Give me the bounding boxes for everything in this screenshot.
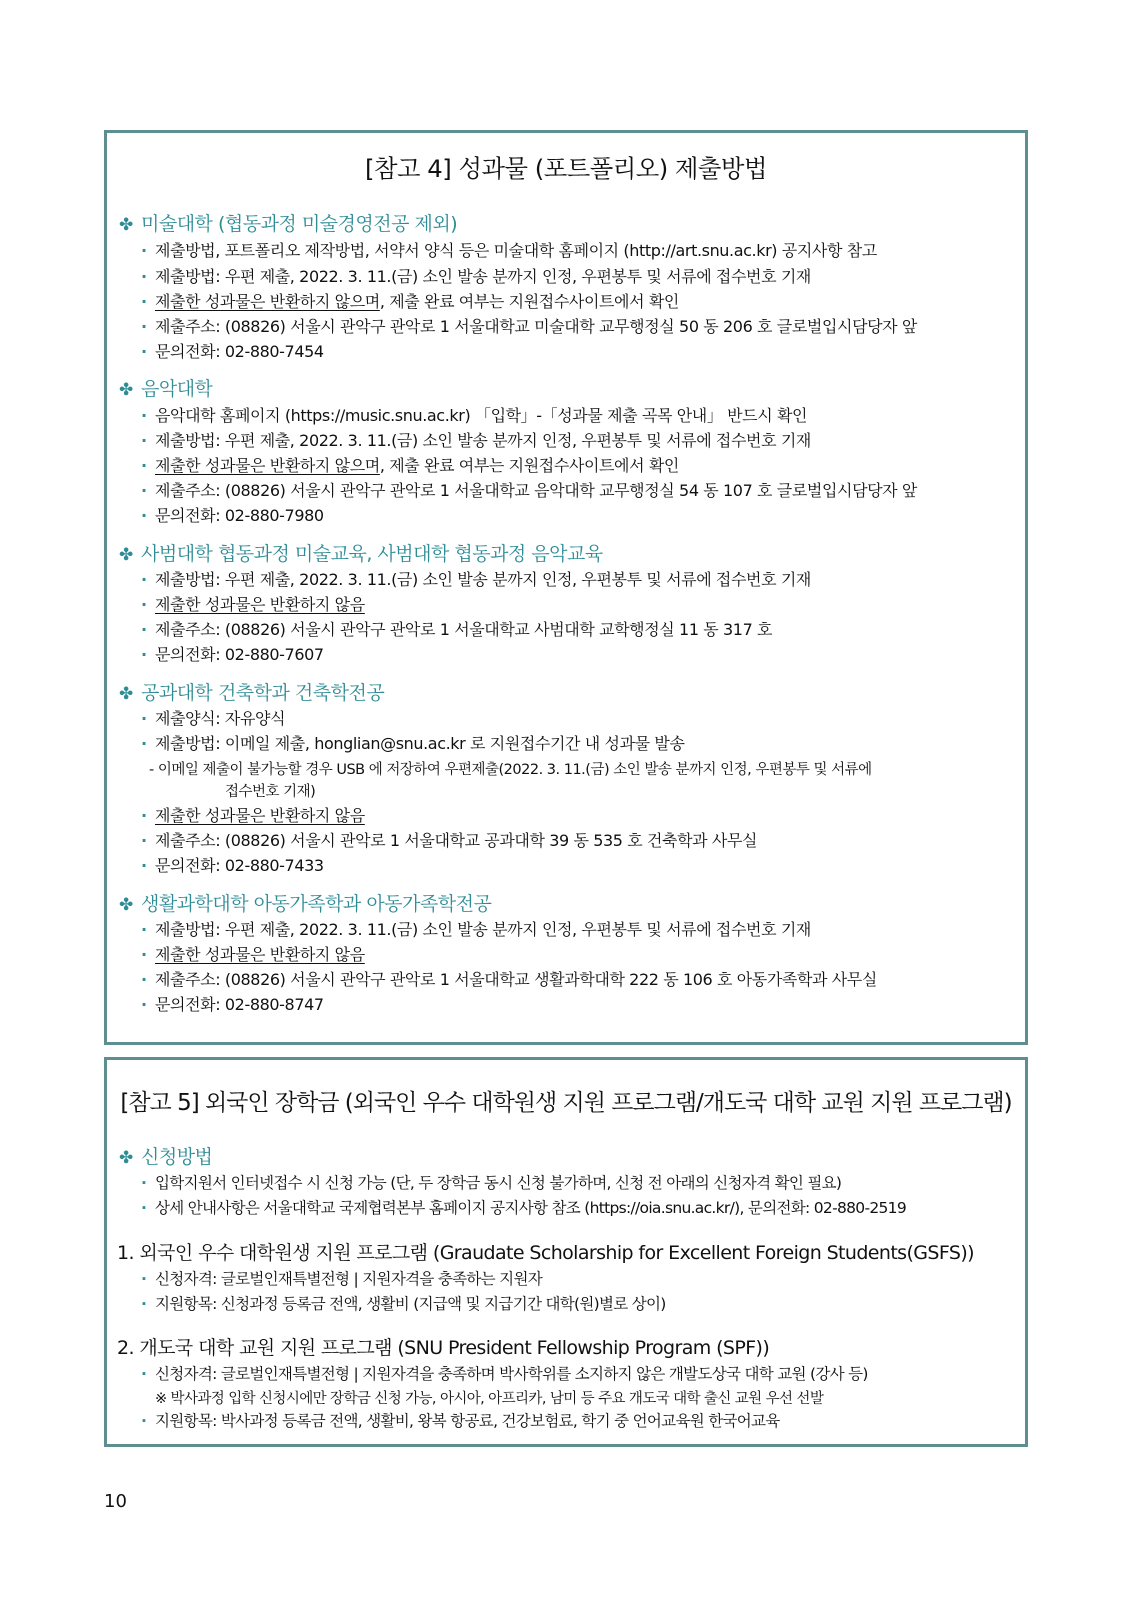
dot-bullet-icon: · [141, 456, 147, 475]
clover-bullet-icon: ✤ [119, 545, 133, 565]
dot-bullet-icon: · [141, 1295, 147, 1313]
list-item: · 제출한 성과물은 반환하지 않음 [141, 595, 365, 614]
list-item: · 제출주소: (08826) 서울시 관악구 관악로 1 서울대학교 미술대학 교무행정실 50 동 206 호 글로벌입시담당자 앞 [141, 317, 917, 336]
list-item: · 상세 안내사항은 서울대학교 국제협력본부 홈페이지 공지사항 참조 (https://oia.snu.ac.kr/), 문의전화: 02-880-2519 [141, 1199, 907, 1217]
program-2-heading: 2. 개도국 대학 교원 지원 프로그램 (SNU President Fellowship Program (SPF)) [117, 1337, 770, 1359]
reference-4-box [104, 130, 1028, 1045]
list-item: · 문의전화: 02-880-7980 [141, 506, 324, 525]
list-item: · 제출한 성과물은 반환하지 않으며, 제출 완료 여부는 지원접수사이트에서 확인 [141, 456, 679, 475]
sub-note: - 이메일 제출이 불가능할 경우 USB 에 저장하여 우편제출(2022. 3. 11.(금) 소인 발송 분까지 인정, 우편봉투 및 서류에 [149, 762, 872, 778]
list-item: · 제출방법, 포트폴리오 제작방법, 서약서 양식 등은 미술대학 홈페이지 (http://art.snu.ac.kr) 공지사항 참고 [141, 241, 877, 260]
program-2-note: ※ 박사과정 입학 신청시에만 장학금 신청 가능, 아시아, 아프리카, 남미 등 주요 개도국 대학 출신 교원 우선 선발 [155, 1391, 824, 1407]
section-heading-art: ✤ 미술대학 (협동과정 미술경영전공 제외) [119, 213, 458, 235]
dot-bullet-icon: · [141, 945, 147, 964]
reference-4-title: [참고 4] 성과물 (포트폴리오) 제출방법 [365, 154, 767, 183]
clover-bullet-icon: ✤ [119, 380, 133, 400]
section-heading-apply: ✤ 신청방법 [119, 1146, 213, 1168]
list-item: · 지원항목: 신청과정 등록금 전액, 생활비 (지급액 및 지급기간 대학(원)별로 상이) [141, 1295, 666, 1313]
dot-bullet-icon: · [141, 1270, 147, 1288]
list-item: · 제출주소: (08826) 서울시 관악로 1 서울대학교 공과대학 39 동 535 호 건축학과 사무실 [141, 831, 758, 850]
list-item: · 문의전화: 02-880-7454 [141, 342, 324, 361]
list-item: · 제출방법: 우편 제출, 2022. 3. 11.(금) 소인 발송 분까지 인정, 우편봉투 및 서류에 접수번호 기재 [141, 267, 811, 286]
list-item: · 신청자격: 글로벌인재특별전형 | 지원자격을 충족하며 박사학위를 소지하지 않은 개발도상국 대학 교원 (강사 등) [141, 1365, 868, 1383]
dot-bullet-icon: · [141, 342, 147, 361]
list-item: · 신청자격: 글로벌인재특별전형 | 지원자격을 충족하는 지원자 [141, 1270, 543, 1288]
list-item: · 지원항목: 박사과정 등록금 전액, 생활비, 왕복 항공료, 건강보험료, 학기 중 언어교육원 한국어교육 [141, 1412, 780, 1430]
list-item: · 제출주소: (08826) 서울시 관악구 관악로 1 서울대학교 사범대학 교학행정실 11 동 317 호 [141, 620, 773, 639]
reference-5-box [104, 1057, 1028, 1447]
dot-bullet-icon: · [141, 406, 147, 425]
clover-bullet-icon: ✤ [119, 684, 133, 704]
dot-bullet-icon: · [141, 645, 147, 664]
dot-bullet-icon: · [141, 1365, 147, 1383]
list-item: · 제출방법: 우편 제출, 2022. 3. 11.(금) 소인 발송 분까지 인정, 우편봉투 및 서류에 접수번호 기재 [141, 570, 811, 589]
list-item: · 제출한 성과물은 반환하지 않음 [141, 945, 365, 964]
clover-bullet-icon: ✤ [119, 895, 133, 915]
list-item: · 음악대학 홈페이지 (https://music.snu.ac.kr) 「입학」-「성과물 제출 곡목 안내」 반드시 확인 [141, 406, 808, 425]
section-heading-human-ecology: ✤ 생활과학대학 아동가족학과 아동가족학전공 [119, 893, 492, 915]
reference-5-title: [참고 5] 외국인 장학금 (외국인 우수 대학원생 지원 프로그램/개도국 대학 교원 지원 프로그램) [120, 1090, 1012, 1116]
dot-bullet-icon: · [141, 734, 147, 753]
section-heading-architecture: ✤ 공과대학 건축학과 건축학전공 [119, 682, 385, 704]
dot-bullet-icon: · [141, 481, 147, 500]
section-heading-education: ✤ 사범대학 협동과정 미술교육, 사범대학 협동과정 음악교육 [119, 543, 603, 565]
list-item: · 제출방법: 우편 제출, 2022. 3. 11.(금) 소인 발송 분까지 인정, 우편봉투 및 서류에 접수번호 기재 [141, 431, 811, 450]
dot-bullet-icon: · [141, 620, 147, 639]
dot-bullet-icon: · [141, 1412, 147, 1430]
dot-bullet-icon: · [141, 241, 147, 260]
dot-bullet-icon: · [141, 709, 147, 728]
program-1-heading: 1. 외국인 우수 대학원생 지원 프로그램 (Graudate Scholarship for Excellent Foreign Students(GSFS)) [117, 1242, 974, 1264]
dot-bullet-icon: · [141, 267, 147, 286]
dot-bullet-icon: · [141, 856, 147, 875]
dot-bullet-icon: · [141, 995, 147, 1014]
sub-note-continuation: 접수번호 기재) [225, 784, 316, 800]
list-item: · 제출양식: 자유양식 [141, 709, 286, 728]
list-item: · 문의전화: 02-880-8747 [141, 995, 324, 1014]
list-item: · 입학지원서 인터넷접수 시 신청 가능 (단, 두 장학금 동시 신청 불가하며, 신청 전 아래의 신청자격 확인 필요) [141, 1174, 842, 1192]
list-item: · 제출주소: (08826) 서울시 관악구 관악로 1 서울대학교 생활과학대학 222 동 106 호 아동가족학과 사무실 [141, 970, 877, 989]
dot-bullet-icon: · [141, 506, 147, 525]
section-heading-music: ✤ 음악대학 [119, 378, 213, 400]
list-item: · 제출주소: (08826) 서울시 관악구 관악로 1 서울대학교 음악대학 교무행정실 54 동 107 호 글로벌입시담당자 앞 [141, 481, 917, 500]
dot-bullet-icon: · [141, 1199, 147, 1217]
list-item: · 문의전화: 02-880-7607 [141, 645, 324, 664]
dot-bullet-icon: · [141, 1174, 147, 1192]
list-item: · 제출한 성과물은 반환하지 않음 [141, 806, 365, 825]
dot-bullet-icon: · [141, 570, 147, 589]
clover-bullet-icon: ✤ [119, 215, 133, 235]
dot-bullet-icon: · [141, 831, 147, 850]
list-item: · 문의전화: 02-880-7433 [141, 856, 324, 875]
list-item: · 제출한 성과물은 반환하지 않으며, 제출 완료 여부는 지원접수사이트에서 확인 [141, 292, 679, 311]
dot-bullet-icon: · [141, 317, 147, 336]
list-item: · 제출방법: 이메일 제출, honglian@snu.ac.kr 로 지원접수기간 내 성과물 발송 [141, 734, 685, 753]
list-item: · 제출방법: 우편 제출, 2022. 3. 11.(금) 소인 발송 분까지 인정, 우편봉투 및 서류에 접수번호 기재 [141, 920, 811, 939]
dot-bullet-icon: · [141, 920, 147, 939]
dot-bullet-icon: · [141, 806, 147, 825]
dot-bullet-icon: · [141, 431, 147, 450]
dot-bullet-icon: · [141, 595, 147, 614]
clover-bullet-icon: ✤ [119, 1148, 133, 1168]
dot-bullet-icon: · [141, 292, 147, 311]
dot-bullet-icon: · [141, 970, 147, 989]
page-number: 10 [104, 1491, 127, 1512]
